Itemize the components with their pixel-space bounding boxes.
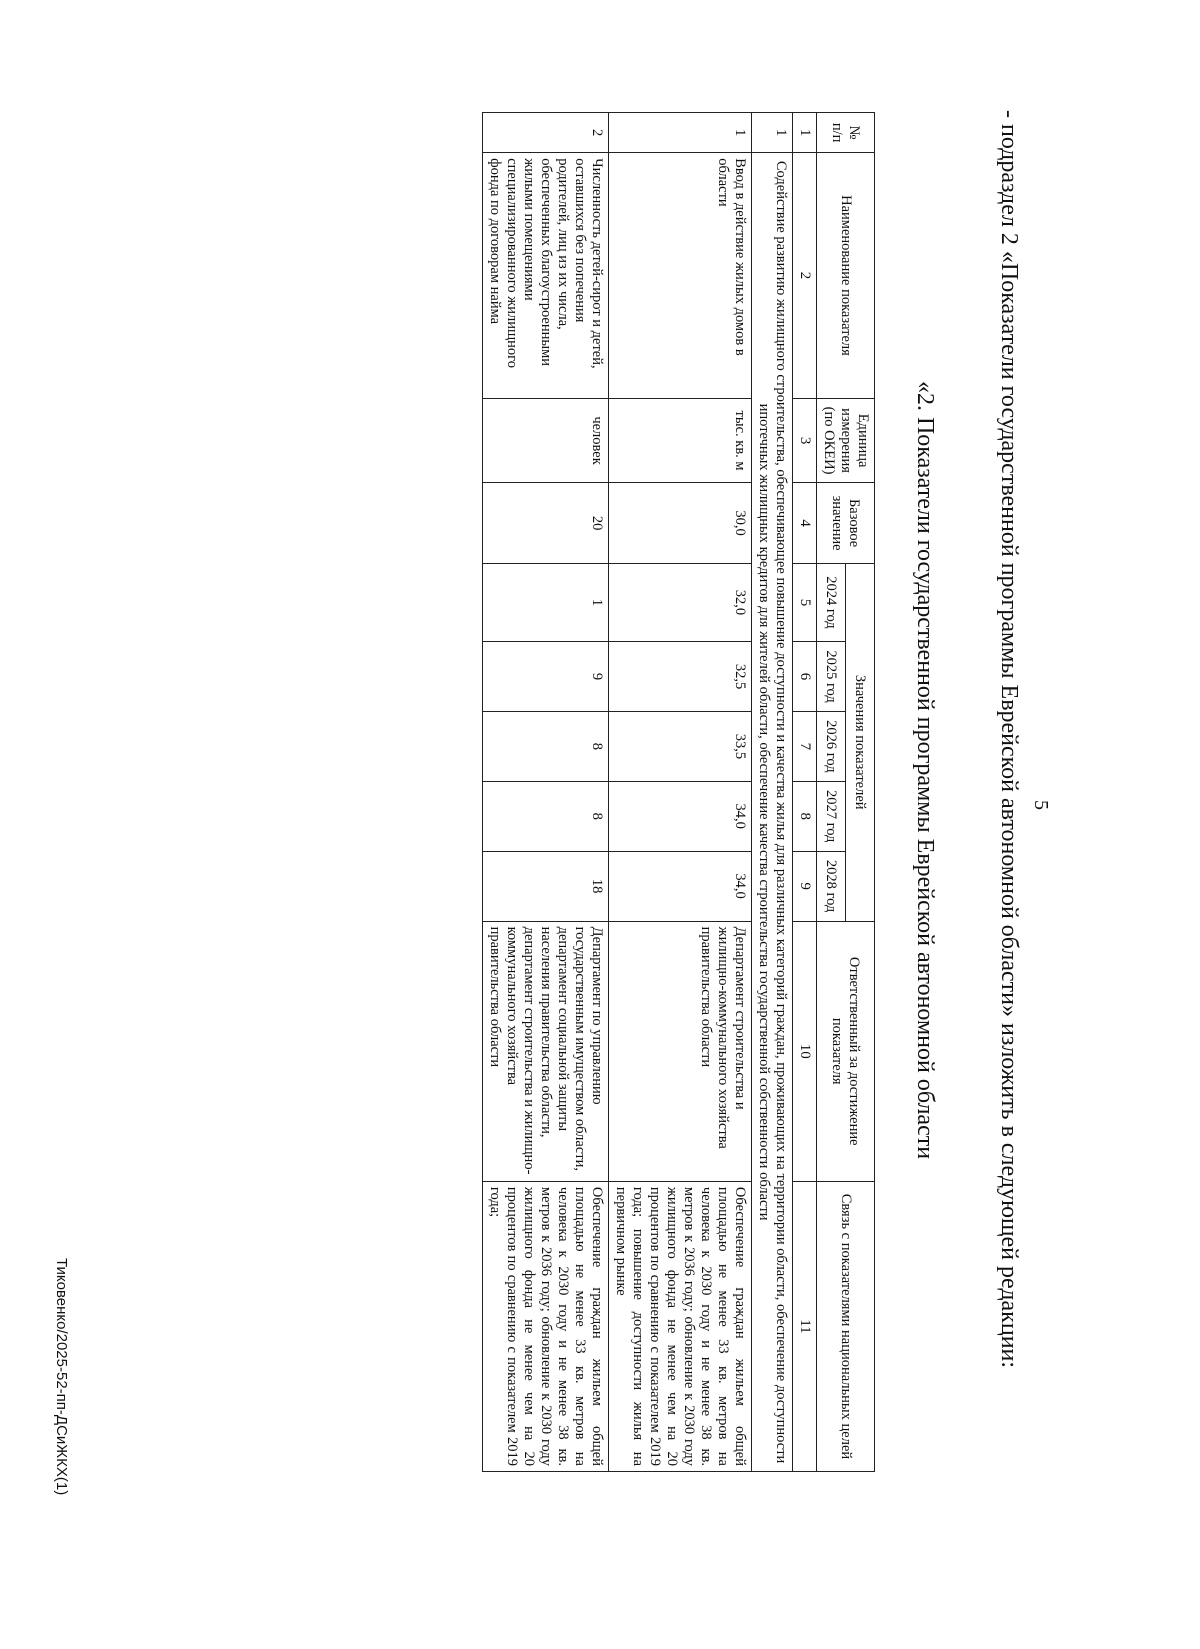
col-number: 5 [793, 563, 817, 641]
header-year-2026: 2026 год [817, 711, 846, 781]
row-value-2025: 32,5 [609, 642, 752, 712]
header-base: Базовое значение [817, 483, 875, 563]
row-value-2025: 9 [483, 642, 609, 712]
header-responsible: Ответственный за достижение показателя [817, 921, 875, 1181]
col-number: 4 [793, 483, 817, 563]
row-value-2027: 34,0 [609, 781, 752, 851]
col-number: 9 [793, 851, 817, 921]
document-footer-code: Тиковенко/2025-52-пп-ДСиЖКХ(1) [53, 1258, 70, 1496]
page-number: 5 [1030, 800, 1052, 810]
col-number: 10 [793, 921, 817, 1181]
header-year-2027: 2027 год [817, 781, 846, 851]
intro-paragraph: - подраздел 2 «Показатели государственной программы Еврейской автономной области» изложить в следующей редакции: [996, 110, 1022, 1369]
row-base-value: 20 [483, 483, 609, 563]
header-link: Связь с показателями национальных целей [817, 1181, 875, 1471]
col-number: 8 [793, 781, 817, 851]
row-value-2028: 18 [483, 851, 609, 921]
row-indicator-name: Ввод в действие жилых домов в области [609, 153, 752, 399]
section-title: «2. Показатели государственной программы Еврейской автономной области [912, 380, 938, 1160]
row-responsible: Департамент по управлению государственным имуществом области, департамент социальной защиты населения правительства области, департамент строительства и жилищно-коммунального хозяйства правительства области [483, 921, 609, 1181]
row-base-value: 30,0 [609, 483, 752, 563]
row-num: 2 [483, 113, 609, 153]
section-row [752, 113, 793, 1472]
table-row [609, 113, 752, 1472]
header-year-2025: 2025 год [817, 642, 846, 712]
section-num: 1 [752, 113, 793, 153]
row-num: 1 [609, 113, 752, 153]
row-national-goal-link: Обеспечение граждан жильем общей площадью не менее 33 кв. метров на человека к 2030 году и не менее 38 кв. метров к 2036 году; обновление к 2030 году жилищного фонда не менее чем на 20 процентов по сравнению с показателем 2019 года; [483, 1181, 609, 1471]
row-value-2024: 32,0 [609, 563, 752, 641]
row-value-2028: 34,0 [609, 851, 752, 921]
indicators-table [482, 112, 875, 1472]
row-unit: тыс. кв. м [609, 398, 752, 483]
col-number: 11 [793, 1181, 817, 1471]
col-number: 3 [793, 398, 817, 483]
row-responsible: Департамент строительства и жилищно-коммунального хозяйства правительства области [609, 921, 752, 1181]
row-value-2026: 33,5 [609, 711, 752, 781]
header-values-group: Значения показателей [846, 563, 875, 921]
column-number-row [793, 113, 817, 1472]
col-number: 1 [793, 113, 817, 153]
col-number: 2 [793, 153, 817, 399]
col-number: 6 [793, 642, 817, 712]
col-number: 7 [793, 711, 817, 781]
header-num: № п/п [817, 113, 875, 153]
header-year-2024: 2024 год [817, 563, 846, 641]
section-text: Содействие развитию жилищного строительства, обеспечивающее повышение доступности и качества жилья для различных категорий граждан, проживающих на территории области, обеспечение доступности ипотечных жилищных кредитов для жителей области, обеспечение качества строительства государственной собственности области [752, 153, 793, 1472]
header-year-2028: 2028 год [817, 851, 846, 921]
row-national-goal-link: Обеспечение граждан жильем общей площадью не менее 33 кв. метров на человека к 2030 году и не менее 38 кв. метров к 2036 году; обновление к 2030 году жилищного фонда не менее чем на 20 процентов по сравнению с показателем 2019 года; повышение доступности жилья на первичном рынке [609, 1181, 752, 1471]
row-unit: человек [483, 398, 609, 483]
table-row [483, 113, 609, 1472]
row-value-2027: 8 [483, 781, 609, 851]
row-value-2024: 1 [483, 563, 609, 641]
header-name: Наименование показателя [817, 153, 875, 399]
row-value-2026: 8 [483, 711, 609, 781]
header-unit: Единица измерения (по ОКЕИ) [817, 398, 875, 483]
row-indicator-name: Численность детей-сирот и детей, оставшихся без попечения родителей, лиц из их числа, обеспеченных благоустроенными жилыми помещениями специализированного жилищного фонда по договорам найма [483, 153, 609, 399]
